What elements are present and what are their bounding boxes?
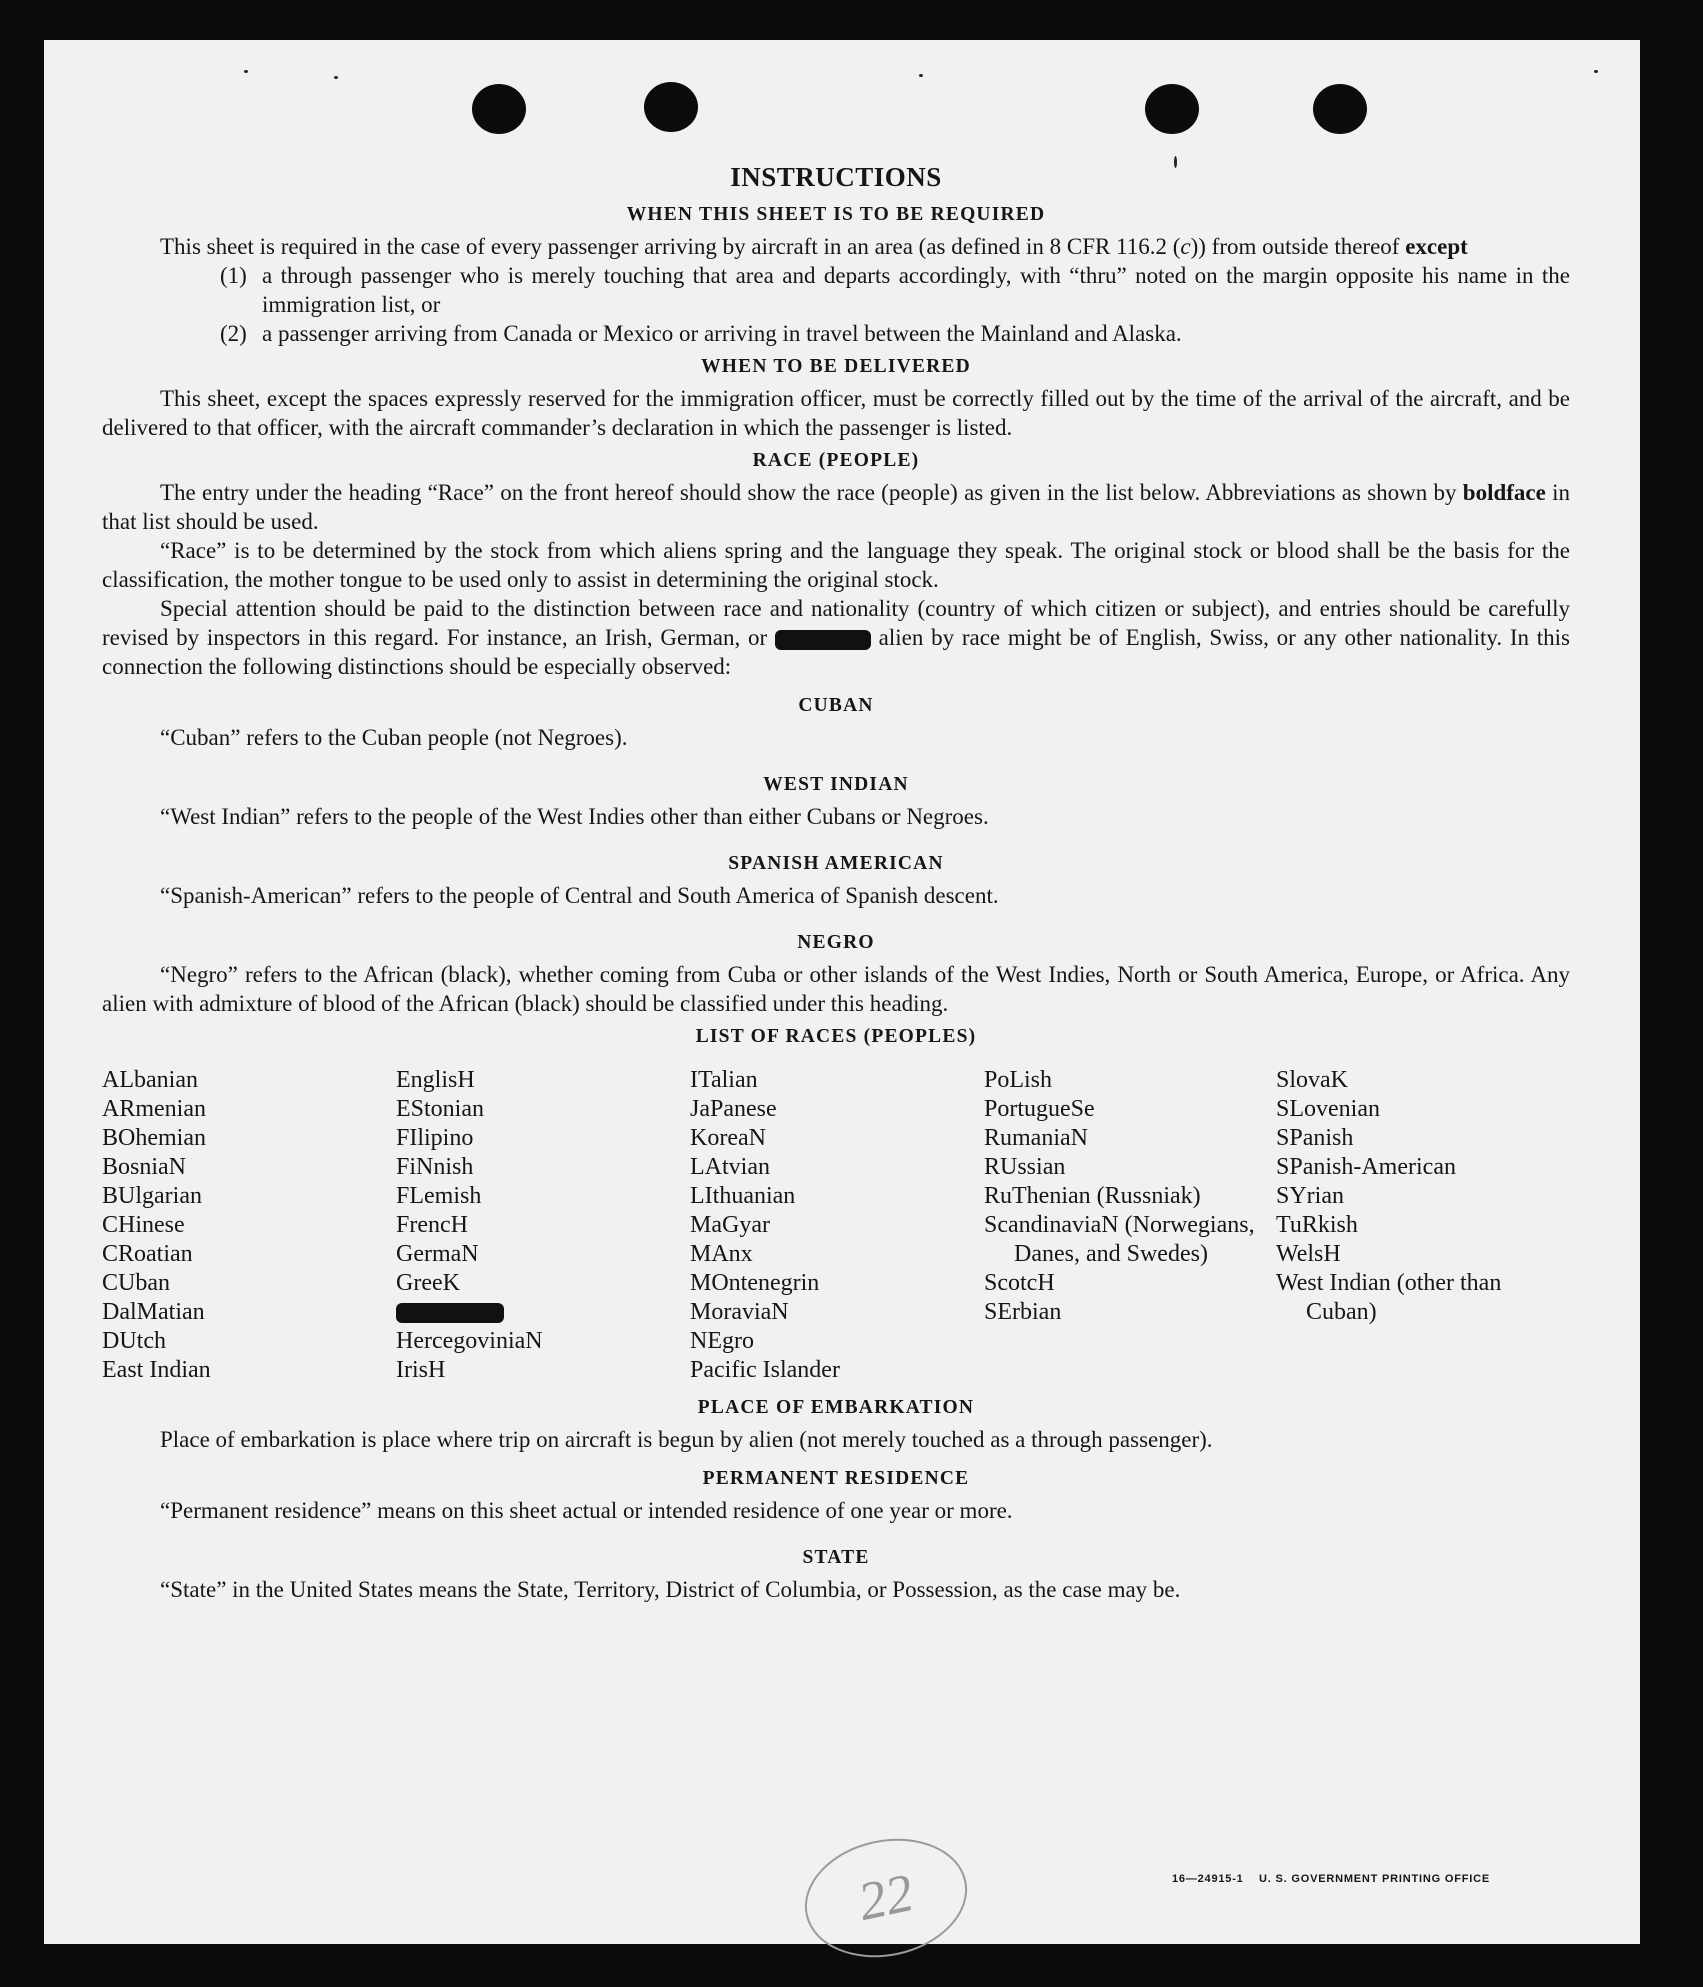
- item-text: a passenger arriving from Canada or Mexico or arriving in travel between the Mainland and Alaska.: [262, 321, 1182, 346]
- race-entry: BosniaN: [102, 1154, 186, 1180]
- race-entry: FLemish: [396, 1183, 482, 1209]
- page-number-stamp: 22: [794, 1824, 979, 1972]
- heading-list-of-races: LIST OF RACES (PEOPLES): [695, 1026, 977, 1047]
- cuban-text: “Cuban” refers to the Cuban people (not Negroes).: [160, 725, 628, 750]
- heading-when-delivered: WHEN TO BE DELIVERED: [701, 356, 971, 377]
- race-entry: ITalian: [690, 1067, 758, 1093]
- race-entry: ALbanian: [102, 1067, 198, 1093]
- form-footer: [1172, 1873, 1490, 1885]
- races-column-5: [1276, 1066, 1570, 1385]
- race-entry: MOntenegrin: [690, 1270, 820, 1296]
- heading-west-indian: WEST INDIAN: [763, 774, 909, 795]
- state-text: “State” in the United States means the State, Territory, District of Columbia, or Possession, as the case may be.: [160, 1577, 1181, 1602]
- race-paragraph-2: “Race” is to be determined by the stock from which aliens spring and the language they speak. The original stock or blood shall be the basis for the classification, the mother tongue to be used only to assist in determining the original stock.: [102, 538, 1570, 592]
- race-entry: SPanish-American: [1276, 1154, 1456, 1180]
- heading-when-required: WHEN THIS SHEET IS TO BE REQUIRED: [626, 204, 1046, 225]
- heading-spanish-american: SPANISH AMERICAN: [728, 853, 944, 874]
- race-entry: SlovaK: [1276, 1067, 1348, 1093]
- races-column-3: [690, 1066, 984, 1385]
- residence-text: “Permanent residence” means on this sheet actual or intended residence of one year or more.: [160, 1498, 1013, 1523]
- heading-state: STATE: [802, 1547, 870, 1568]
- race-entry: FiNnish: [396, 1154, 474, 1180]
- race-entry: CRoatian: [102, 1241, 193, 1267]
- race-entry: FrencH: [396, 1212, 468, 1238]
- item-text: a through passenger who is merely touching that area and departs accordingly, with “thru” noted on the margin opposite his name in the immigration list, or: [262, 263, 1570, 317]
- heading-embarkation: PLACE OF EMBARKATION: [697, 1397, 975, 1418]
- race-entry: MaGyar: [690, 1212, 770, 1238]
- race-entry: SLovenian: [1276, 1096, 1380, 1122]
- race-paragraph-1: The entry under the heading “Race” on the front hereof should show the race (people) as given in the list below. Abbreviations as shown by boldface in that list should be used.: [102, 480, 1570, 534]
- race-entry: SErbian: [984, 1299, 1062, 1325]
- punch-hole: [1145, 84, 1199, 134]
- race-entry: BOhemian: [102, 1125, 206, 1151]
- race-entry: CHinese: [102, 1212, 185, 1238]
- race-entry-redacted: [396, 1298, 690, 1327]
- item-number: (1): [220, 263, 247, 288]
- document-sheet: [44, 40, 1640, 1944]
- races-list: [102, 1066, 1570, 1385]
- races-column-2: [396, 1066, 690, 1385]
- race-entry: TuRkish: [1276, 1212, 1358, 1238]
- race-entry: West Indian (other than Cuban): [1276, 1270, 1502, 1325]
- race-entry: DalMatian: [102, 1299, 205, 1325]
- heading-race: RACE (PEOPLE): [752, 450, 920, 471]
- race-paragraph-3: Special attention should be paid to the distinction between race and nationality (country of which citizen or subject), and entries should be carefully revised by inspectors in this regard. For instance, an Irish, German, or alien by race might be of English, Swiss, or any other nationality. In this connection the following distinctions should be especially observed:: [102, 596, 1570, 679]
- race-entry: SYrian: [1276, 1183, 1344, 1209]
- speck: [244, 70, 248, 73]
- negro-text: “Negro” refers to the African (black), whether coming from Cuba or other islands of the West Indies, North or South America, Europe, or Africa. Any alien with admixture of blood of the African (black) should be classified under this heading.: [102, 962, 1570, 1016]
- spanish-american-text: “Spanish-American” refers to the people of Central and South America of Spanish descent.: [160, 883, 999, 908]
- list-item: [102, 319, 1570, 348]
- list-item: [102, 261, 1570, 319]
- race-entry: LAtvian: [690, 1154, 770, 1180]
- redaction-mark: [775, 630, 871, 650]
- speck: [919, 74, 923, 77]
- races-column-4: [984, 1066, 1276, 1385]
- punch-hole: [1313, 84, 1367, 134]
- page-title: INSTRUCTIONS: [730, 162, 942, 192]
- race-entry: WelsH: [1276, 1241, 1341, 1267]
- when-required-intro: This sheet is required in the case of every passenger arriving by aircraft in an area (as defined in 8 CFR 116.2 (c)) from outside thereof except: [160, 234, 1468, 259]
- race-entry: RUssian: [984, 1154, 1066, 1180]
- punch-hole: [472, 84, 526, 134]
- instructions-content: [102, 160, 1570, 1604]
- race-entry: HercegoviniaN: [396, 1328, 543, 1354]
- race-entry: LIthuanian: [690, 1183, 796, 1209]
- heading-negro: NEGRO: [797, 932, 875, 953]
- race-entry: ScotcH: [984, 1270, 1055, 1296]
- embarkation-text: Place of embarkation is place where trip on aircraft is begun by alien (not merely touched as a through passenger).: [160, 1427, 1213, 1452]
- race-entry: PortugueSe: [984, 1096, 1095, 1122]
- punch-hole: [644, 82, 698, 132]
- redaction-mark: [396, 1303, 504, 1323]
- when-delivered-text: This sheet, except the spaces expressly reserved for the immigration officer, must be correctly filled out by the time of the arrival of the aircraft, and be delivered to that officer, with the aircraft commander’s declaration in which the passenger is listed.: [102, 386, 1570, 440]
- race-entry: KoreaN: [690, 1125, 766, 1151]
- race-entry: RuThenian (Russniak): [984, 1183, 1201, 1209]
- race-entry: BUlgarian: [102, 1183, 202, 1209]
- race-entry: ScandinaviaN (Norwegians, Danes, and Swedes): [984, 1212, 1255, 1267]
- heading-cuban: CUBAN: [798, 695, 874, 716]
- race-entry: MoraviaN: [690, 1299, 789, 1325]
- heading-permanent-residence: PERMANENT RESIDENCE: [702, 1468, 970, 1489]
- race-entry: GermaN: [396, 1241, 479, 1267]
- item-number: (2): [220, 321, 247, 346]
- race-entry: NEgro: [690, 1328, 754, 1354]
- west-indian-text: “West Indian” refers to the people of the West Indies other than either Cubans or Negroes.: [160, 804, 989, 829]
- race-entry: East Indian: [102, 1357, 211, 1383]
- race-entry: EnglisH: [396, 1067, 475, 1093]
- race-entry: PoLish: [984, 1067, 1053, 1093]
- form-number: 16—24915-1: [1172, 1873, 1244, 1885]
- race-entry: JaPanese: [690, 1096, 777, 1122]
- race-entry: FIlipino: [396, 1125, 474, 1151]
- race-entry: SPanish: [1276, 1125, 1354, 1151]
- race-entry: ARmenian: [102, 1096, 206, 1122]
- race-entry: Pacific Islander: [690, 1357, 840, 1383]
- race-entry: IrisH: [396, 1357, 446, 1383]
- races-column-1: [102, 1066, 396, 1385]
- race-entry: EStonian: [396, 1096, 484, 1122]
- race-entry: DUtch: [102, 1328, 166, 1354]
- printer-imprint: U. S. GOVERNMENT PRINTING OFFICE: [1259, 1873, 1490, 1885]
- race-entry: RumaniaN: [984, 1125, 1088, 1151]
- speck: [334, 76, 338, 79]
- race-entry: GreeK: [396, 1270, 460, 1296]
- race-entry: CUban: [102, 1270, 170, 1296]
- race-entry: MAnx: [690, 1241, 753, 1267]
- speck: [1594, 70, 1598, 73]
